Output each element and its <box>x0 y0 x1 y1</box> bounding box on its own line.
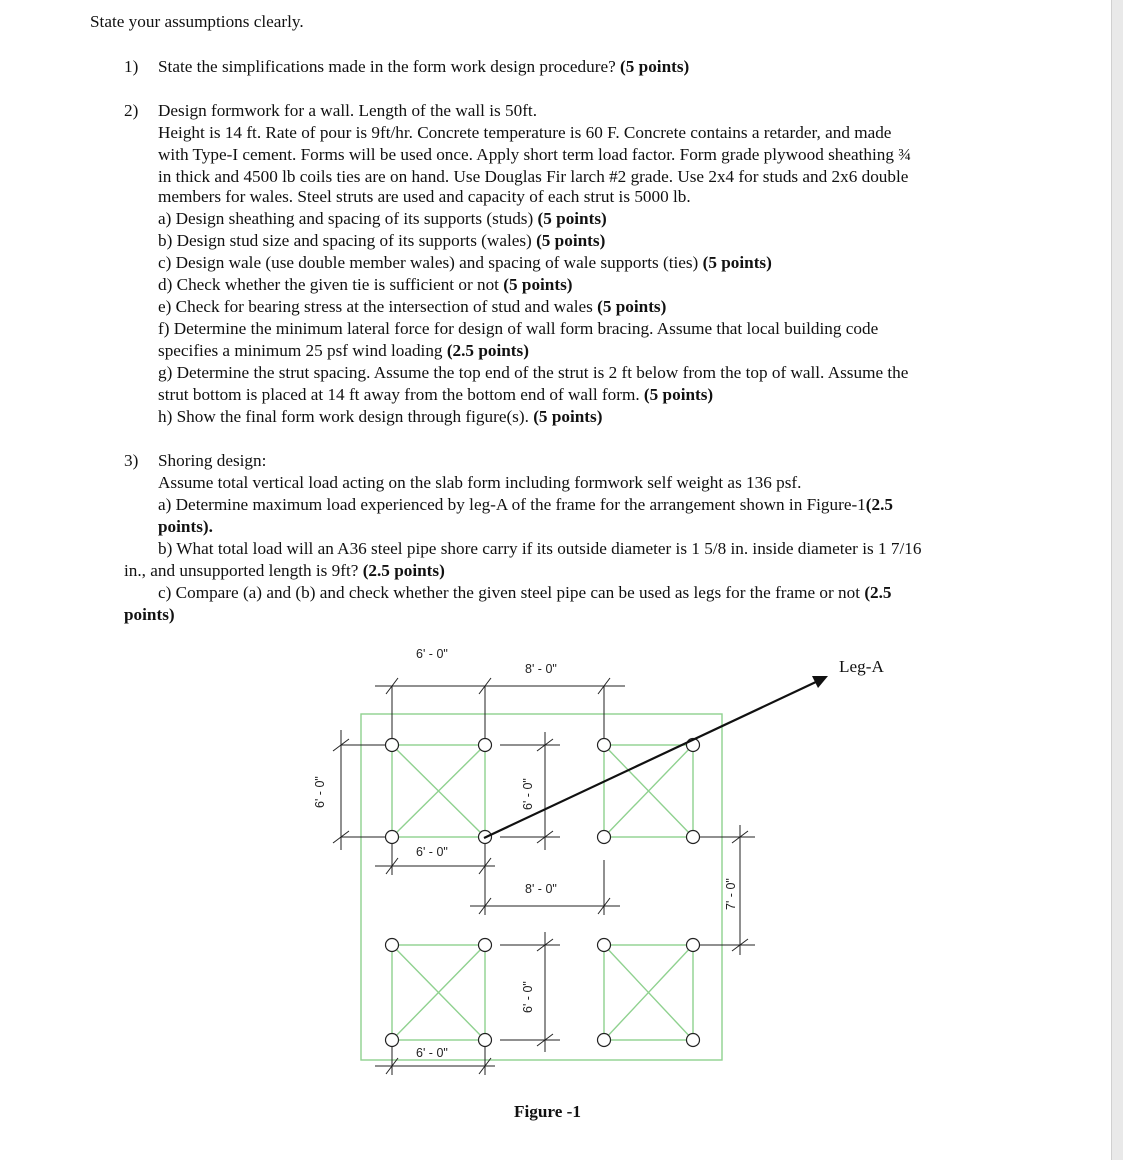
svg-text:6' - 0": 6' - 0" <box>416 845 448 859</box>
leg-a-leader <box>484 676 828 838</box>
q2-intro-line: Height is 14 ft. Rate of pour is 9ft/hr. Concrete temperature is 60 F. Concrete contains a retarder, and made <box>158 123 892 142</box>
q2-part-c: c) Design wale (use double member wales) and spacing of wale supports (ties) (5 points) <box>158 253 772 272</box>
svg-text:8' - 0": 8' - 0" <box>525 882 557 896</box>
q3-part-a-line1: a) Determine maximum load experienced by leg-A of the frame for the arrangement shown in Figure-1(2.5 <box>158 495 893 514</box>
figure-caption: Figure -1 <box>514 1102 581 1121</box>
q3-intro: Assume total vertical load acting on the slab form including formwork self weight as 136 psf. <box>158 473 802 492</box>
q2-part-h: h) Show the final form work design through figure(s). (5 points) <box>158 407 603 426</box>
svg-text:6' - 0": 6' - 0" <box>313 776 327 808</box>
svg-text:6' - 0": 6' - 0" <box>521 778 535 810</box>
leg-a-label: Leg-A <box>839 657 884 676</box>
q3-part-b-line2: in., and unsupported length is 9ft? (2.5 points) <box>124 561 445 580</box>
q1-number: 1) <box>124 57 139 76</box>
q3-title: Shoring design: <box>158 451 267 470</box>
q2-intro-line: members for wales. Steel struts are used and capacity of each strut is 5000 lb. <box>158 187 691 206</box>
q2-part-d: d) Check whether the given tie is sufficient or not (5 points) <box>158 275 573 294</box>
q3-part-c-line2: points) <box>124 605 175 624</box>
svg-text:6' - 0": 6' - 0" <box>521 981 535 1013</box>
svg-text:7' - 0": 7' - 0" <box>724 878 738 910</box>
q3-part-b-line1: b) What total load will an A36 steel pipe shore carry if its outside diameter is 1 5/8 in. inside diameter is 1 7/16 <box>158 539 922 558</box>
q2-number: 2) <box>124 101 139 120</box>
dimension-labels <box>313 647 738 1060</box>
q2-intro-line: with Type-I cement. Forms will be used once. Apply short term load factor. Form grade plywood sheathing ¾ <box>158 145 912 164</box>
q3-number: 3) <box>124 451 139 470</box>
q2-part-e: e) Check for bearing stress at the intersection of stud and wales (5 points) <box>158 297 667 316</box>
q2-part-g-line1: g) Determine the strut spacing. Assume the top end of the strut is 2 ft below from the top of wall. Assume the <box>158 363 909 382</box>
svg-text:6' - 0": 6' - 0" <box>416 647 448 661</box>
q2-part-g-line2: strut bottom is placed at 14 ft away from the bottom end of wall form. (5 points) <box>158 385 714 404</box>
svg-text:8' - 0": 8' - 0" <box>525 662 557 676</box>
q1-text: State the simplifications made in the form work design procedure? (5 points) <box>158 57 690 76</box>
header-note: State your assumptions clearly. <box>90 12 304 31</box>
q2-intro-line: in thick and 4500 lb coils ties are on hand. Use Douglas Fir larch #2 grade. Use 2x4 for studs and 2x6 double <box>158 167 909 186</box>
q2-part-f-line2: specifies a minimum 25 psf wind loading (2.5 points) <box>158 341 529 360</box>
q2-intro-line: Design formwork for a wall. Length of the wall is 50ft. <box>158 101 537 120</box>
q3-part-c-line1: c) Compare (a) and (b) and check whether the given steel pipe can be used as legs for the frame or not (2.5 <box>158 583 892 602</box>
q2-part-b: b) Design stud size and spacing of its supports (wales) (5 points) <box>158 231 606 250</box>
svg-text:6' - 0": 6' - 0" <box>416 1046 448 1060</box>
dimension-lines <box>333 678 755 1075</box>
q2-part-f-line1: f) Determine the minimum lateral force for design of wall form bracing. Assume that local building code <box>158 319 879 338</box>
q2-part-a: a) Design sheathing and spacing of its supports (studs) (5 points) <box>158 209 607 228</box>
q3-part-a-line2: points). <box>158 517 213 536</box>
